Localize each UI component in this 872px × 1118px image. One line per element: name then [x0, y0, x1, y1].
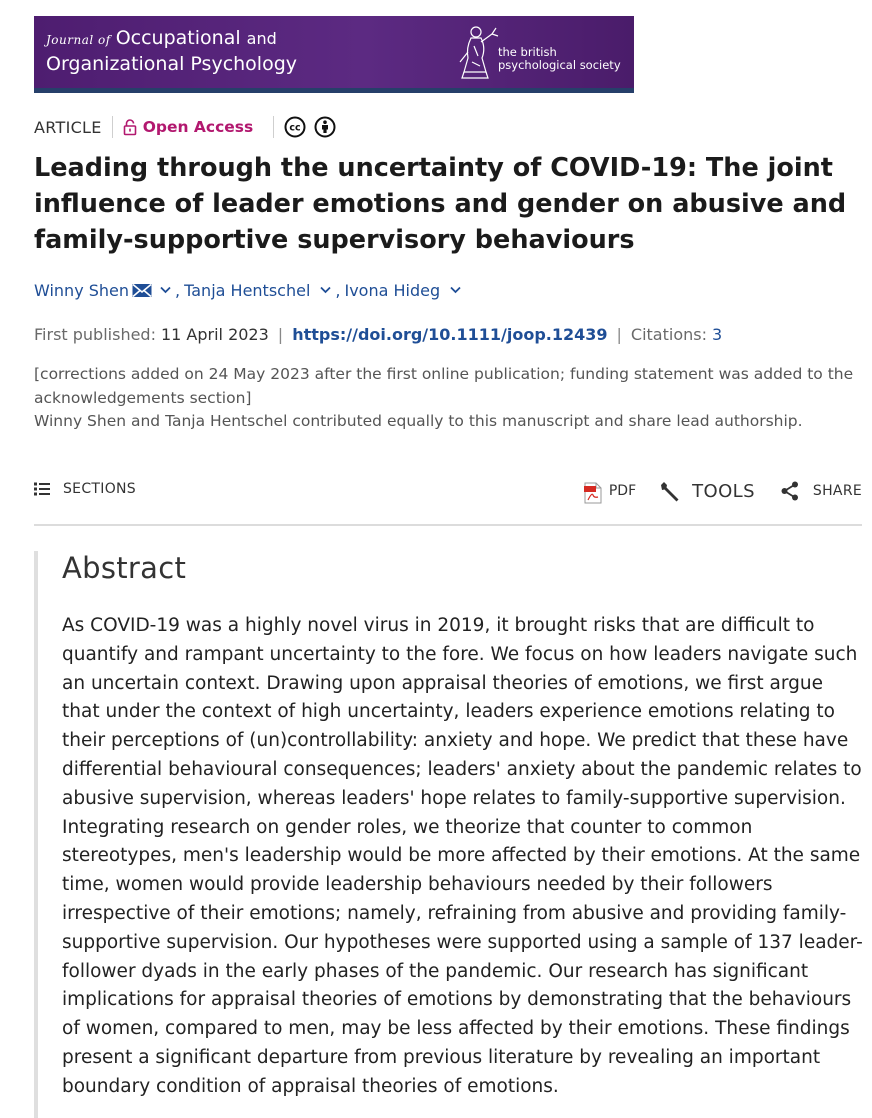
equal-contribution-note: Winny Shen and Tanja Hentschel contributed equally to this manuscript and share lead authorship. [34, 412, 803, 430]
pdf-button[interactable] [584, 478, 636, 504]
open-lock-icon [123, 119, 137, 136]
article-type: ARTICLE [34, 117, 102, 137]
article-notes [34, 363, 864, 434]
article-meta-row [34, 114, 336, 140]
author-name: Tanja Hentschel [184, 280, 311, 300]
tools-label: TOOLS [692, 480, 755, 502]
journal-banner[interactable] [34, 16, 634, 93]
divider: | [616, 324, 622, 344]
first-published-label: First published: [34, 324, 156, 344]
journal-line1: Occupational [115, 27, 241, 49]
tools-button[interactable] [658, 479, 755, 503]
author-list [34, 278, 465, 302]
svg-text:cc: cc [289, 122, 301, 134]
list-icon [34, 482, 50, 496]
article-title: Leading through the uncertainty of COVID-19: The joint influence of leader emotions and gender on abusive and family-supportive supervisory behaviours [34, 153, 847, 255]
share-label: SHARE [812, 483, 862, 499]
divider [112, 116, 113, 138]
author-name: Winny Shen [34, 280, 130, 300]
abstract-heading: Abstract [62, 551, 187, 585]
chevron-down-icon[interactable] [320, 286, 331, 294]
article-toolbar [34, 478, 862, 526]
pdf-icon [584, 482, 602, 504]
citations-label: Citations: [630, 324, 707, 344]
email-icon[interactable] [132, 283, 152, 298]
author-separator: , [335, 280, 341, 300]
bps-logo-icon [452, 22, 504, 80]
abstract-section [34, 551, 862, 1118]
sections-button[interactable] [34, 481, 136, 497]
divider [273, 116, 274, 138]
share-button[interactable] [781, 481, 862, 501]
author-winny-shen[interactable] [34, 281, 175, 300]
chevron-down-icon[interactable] [160, 286, 171, 294]
cc-icon[interactable] [284, 116, 306, 138]
abstract-text: As COVID-19 was a highly novel virus in 2019, it brought risks that are difficult to quantify and rampant uncertainty to the fore. We focus on how leaders navigate such an uncertain context. Drawing upon appraisal theories of emotions, we first argue that under the context of high uncertainty, leaders experience emotions relating to their perceptions of (un)controllability: anxiety and hope. We predict that these have differential behavioural consequences; leaders' anxiety about the pandemic relates to abusive supervision, whereas leaders' hope relates to family-supportive supervision. Integrating research on gender roles, we theorize that counter to common stereotypes, men's leadership would be more affected by their emotions. At the same time, women would provide leadership behaviours needed by their followers irrespective of their emotions; namely, refraining from abusive and providing family-supportive supervision. Our hypotheses were supported using a sample of 137 leader-follower dyads in the early phases of the pandemic. Our research has significant implications for appraisal theories of emotions by demonstrating that the behaviours of women, compared to men, may be less affected by their emotions. These findings present a significant departure from previous literature by revealing an important boundary condition of appraisal theories of emotions. [62, 615, 863, 1097]
journal-title [46, 26, 297, 76]
divider: | [277, 324, 284, 344]
toolbar-actions [584, 478, 862, 504]
license-icons[interactable] [284, 116, 336, 138]
share-icon [781, 481, 799, 501]
chevron-down-icon[interactable] [450, 286, 461, 294]
author-ivona-hideg[interactable] [344, 281, 465, 300]
attribution-icon[interactable] [314, 116, 336, 138]
journal-prefix: Journal of [46, 33, 111, 47]
open-access-label[interactable]: Open Access [142, 118, 254, 136]
society-name: the british psychological society [498, 45, 621, 72]
doi-link[interactable]: https://doi.org/10.1111/joop.12439 [292, 324, 608, 344]
citations-count-link[interactable]: 3 [711, 324, 723, 344]
corrections-note: [corrections added on 24 May 2023 after the first online publication; funding statement was added to the acknowledgements section] [34, 365, 854, 407]
pdf-label: PDF [608, 483, 637, 499]
journal-and: and [246, 29, 277, 48]
journal-line2: Organizational Psychology [46, 53, 298, 75]
sections-label: SECTIONS [63, 481, 136, 497]
wrench-icon [658, 479, 682, 503]
publication-info [34, 322, 722, 346]
publication-date: 11 April 2023 [160, 324, 269, 344]
author-separator: , [175, 280, 181, 300]
author-name: Ivona Hideg [344, 280, 441, 300]
author-tanja-hentschel[interactable] [184, 281, 335, 300]
